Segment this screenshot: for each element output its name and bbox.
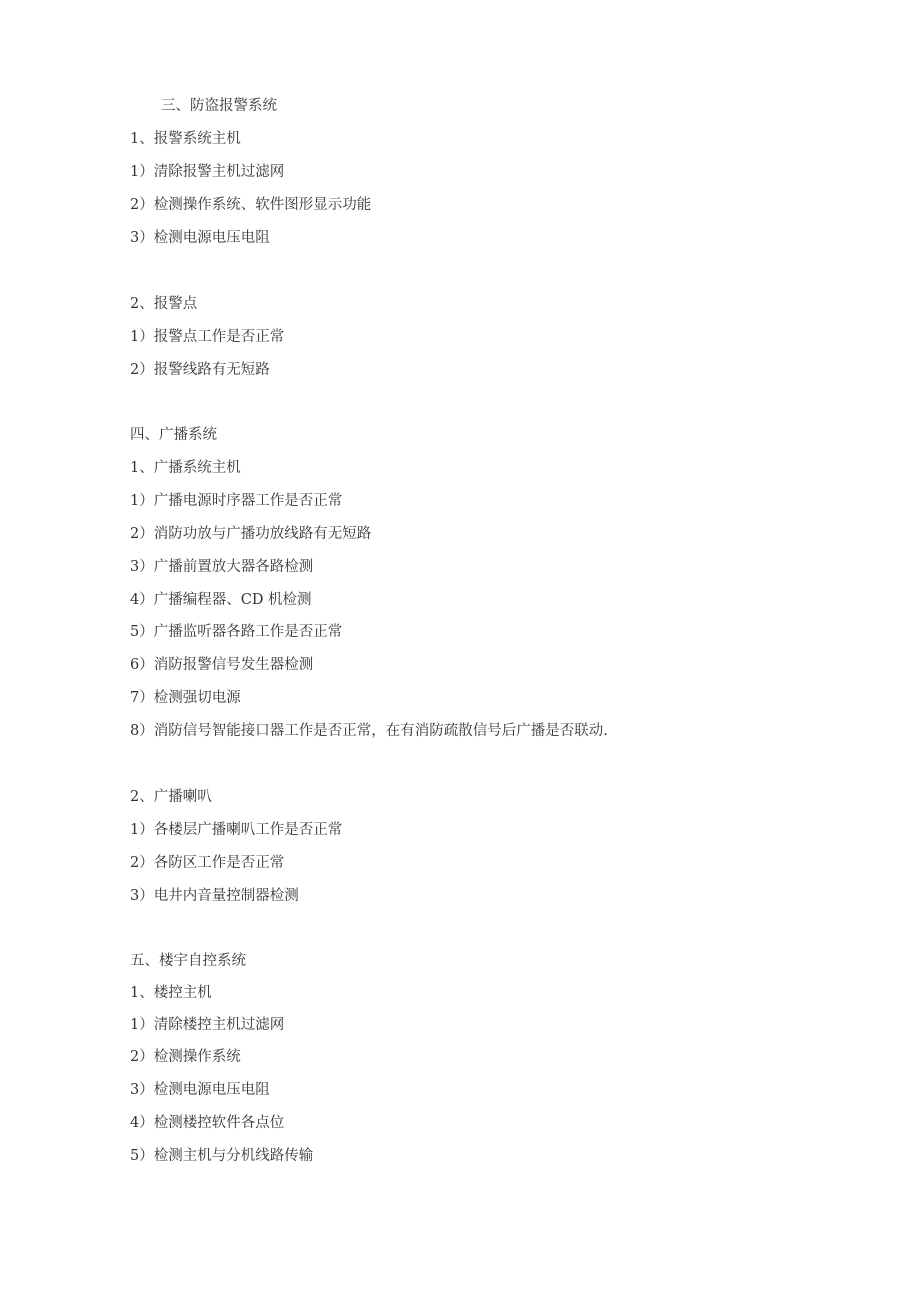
list-item: 3）广播前置放大器各路检测 (130, 559, 314, 575)
group-heading: 1、广播系统主机 (130, 460, 241, 476)
list-item: 5）检测主机与分机线路传输 (130, 1148, 314, 1164)
list-item: 2）报警线路有无短路 (130, 362, 270, 378)
list-item: 7）检测强切电源 (130, 690, 241, 706)
list-item: 4）广播编程器、CD 机检测 (130, 592, 312, 608)
list-item: 1）清除楼控主机过滤网 (130, 1017, 285, 1033)
group-heading: 1、楼控主机 (130, 985, 212, 1001)
list-item: 3）电井内音量控制器检测 (130, 888, 299, 904)
list-item: 2）消防功放与广播功放线路有无短路 (130, 526, 372, 542)
list-item: 2）检测操作系统 (130, 1049, 241, 1065)
list-item: 3）检测电源电压电阻 (130, 1082, 270, 1098)
section-title: 四、广播系统 (130, 427, 217, 443)
group-heading: 2、报警点 (130, 296, 198, 312)
list-item: 6）消防报警信号发生器检测 (130, 657, 314, 673)
section-title: 五、楼宇自控系统 (130, 953, 246, 969)
group-heading: 1、报警系统主机 (130, 131, 241, 147)
section-title: 三、防盗报警系统 (161, 98, 277, 114)
list-item: 3）检测电源电压电阻 (130, 230, 270, 246)
list-item: 4）检测楼控软件各点位 (130, 1115, 285, 1131)
list-item: 5）广播监听器各路工作是否正常 (130, 624, 343, 640)
list-item: 2）检测操作系统、软件图形显示功能 (130, 197, 372, 213)
list-item: 1）广播电源时序器工作是否正常 (130, 493, 343, 509)
list-item: 8）消防信号智能接口器工作是否正常，在有消防疏散信号后广播是否联动. (130, 723, 608, 739)
list-item: 2）各防区工作是否正常 (130, 855, 285, 871)
group-heading: 2、广播喇叭 (130, 789, 212, 805)
list-item: 1）各楼层广播喇叭工作是否正常 (130, 822, 343, 838)
list-item: 1）报警点工作是否正常 (130, 329, 285, 345)
list-item: 1）清除报警主机过滤网 (130, 164, 285, 180)
